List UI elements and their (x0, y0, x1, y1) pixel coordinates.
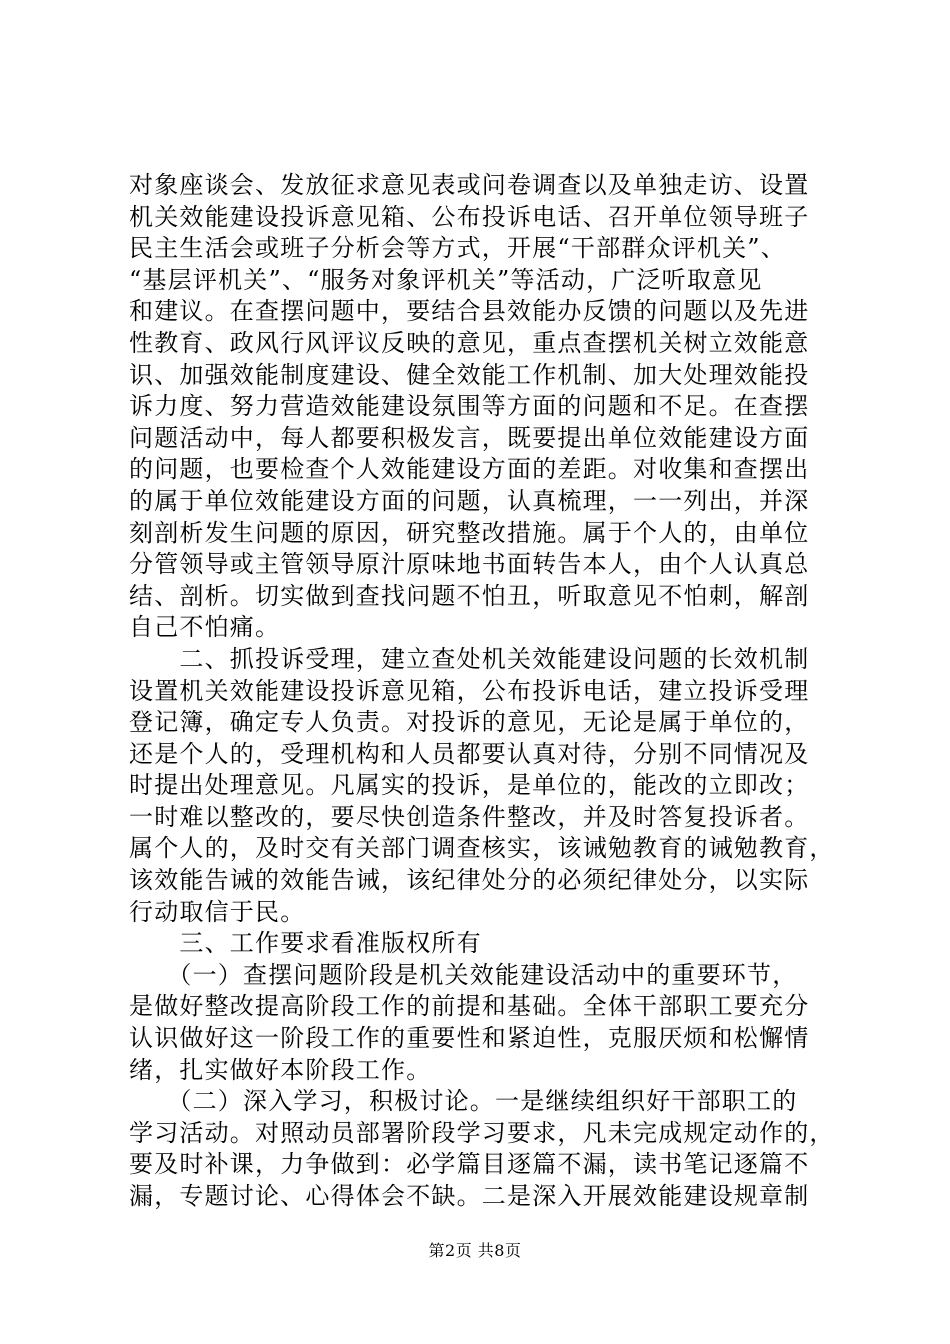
text-line: 一时难以整改的，要尽快创造条件整改，并及时答复投诉者。 (129, 802, 810, 831)
text-line: 是做好整改提高阶段工作的前提和基础。全体干部职工要充分 (129, 992, 810, 1021)
text-line: 属个人的，及时交有关部门调查核实，该诫勉教育的诫勉教育， (129, 834, 835, 863)
text-line: 民主生活会或班子分析会等方式，开展“干部群众评机关”、 (129, 234, 786, 263)
text-line: 该效能告诫的效能告诫，该纪律处分的必须纪律处分，以实际 (129, 866, 810, 895)
text-line: （一）查摆问题阶段是机关效能建设活动中的重要环节， (129, 960, 798, 989)
text-line: 和建议。在查摆问题中，要结合县效能办反馈的问题以及先进 (129, 297, 810, 326)
text-line: 认识做好这一阶段工作的重要性和紧迫性，克服厌烦和松懈情 (129, 1024, 810, 1053)
text-line: 登记簿，确定专人负责。对投诉的意见，无论是属于单位的， (129, 708, 810, 737)
text-line: 识、加强效能制度建设、健全效能工作机制、加大处理效能投 (129, 360, 810, 389)
text-line: 的属于单位效能建设方面的问题，认真梳理，一一列出，并深 (129, 486, 810, 515)
text-line: 对象座谈会、发放征求意见表或问卷调查以及单独走访、设置 (129, 171, 810, 199)
text-line: （二）深入学习，积极讨论。一是继续组织好干部职工的 (129, 1087, 798, 1116)
page-number-footer: 第2页 共8页 (428, 1241, 522, 1260)
text-line: 学习活动。对照动员部署阶段学习要求，凡未完成规定动作的， (129, 1118, 835, 1147)
text-line: 还是个人的，受理机构和人员都要认真对待，分别不同情况及 (129, 739, 810, 768)
text-line: 设置机关效能建设投诉意见箱，公布投诉电话，建立投诉受理 (129, 676, 810, 705)
text-line: 三、工作要求看准版权所有 (129, 929, 482, 958)
text-line: 机关效能建设投诉意见箱、公布投诉电话、召开单位领导班子 (129, 202, 810, 231)
text-line: 行动取信于民。 (129, 897, 306, 926)
text-line: 的问题，也要检查个人效能建设方面的差距。对收集和查摆出 (129, 455, 810, 484)
text-line: 时提出处理意见。凡属实的投诉，是单位的，能改的立即改； (129, 771, 810, 800)
text-line: 问题活动中，每人都要积极发言，既要提出单位效能建设方面 (129, 423, 810, 452)
text-line: 绪，扎实做好本阶段工作。 (129, 1055, 432, 1084)
text-line: 诉力度、努力营造效能建设氛围等方面的问题和不足。在查摆 (129, 392, 810, 421)
text-line: 二、抓投诉受理，建立查处机关效能建设问题的长效机制 (129, 644, 810, 673)
text-line: 性教育、政风行风评议反映的意见，重点查摆机关树立效能意 (129, 328, 810, 357)
text-line: 自己不怕痛。 (129, 613, 281, 642)
text-line: 要及时补课，力争做到：必学篇目逐篇不漏，读书笔记逐篇不 (129, 1150, 810, 1179)
text-line: 分管领导或主管领导原汁原味地书面转告本人，由个人认真总 (129, 550, 810, 579)
text-line: 刻剖析发生问题的原因，研究整改措施。属于个人的，由单位 (129, 518, 810, 547)
text-line: 漏，专题讨论、心得体会不缺。二是深入开展效能建设规章制 (129, 1182, 810, 1210)
text-line: 结、剖析。切实做到查找问题不怕丑，听取意见不怕刺，解剖 (129, 581, 810, 610)
text-line: “基层评机关”、“服务对象评机关”等活动，广泛听取意见 (129, 265, 763, 294)
document-body (129, 170, 849, 1213)
